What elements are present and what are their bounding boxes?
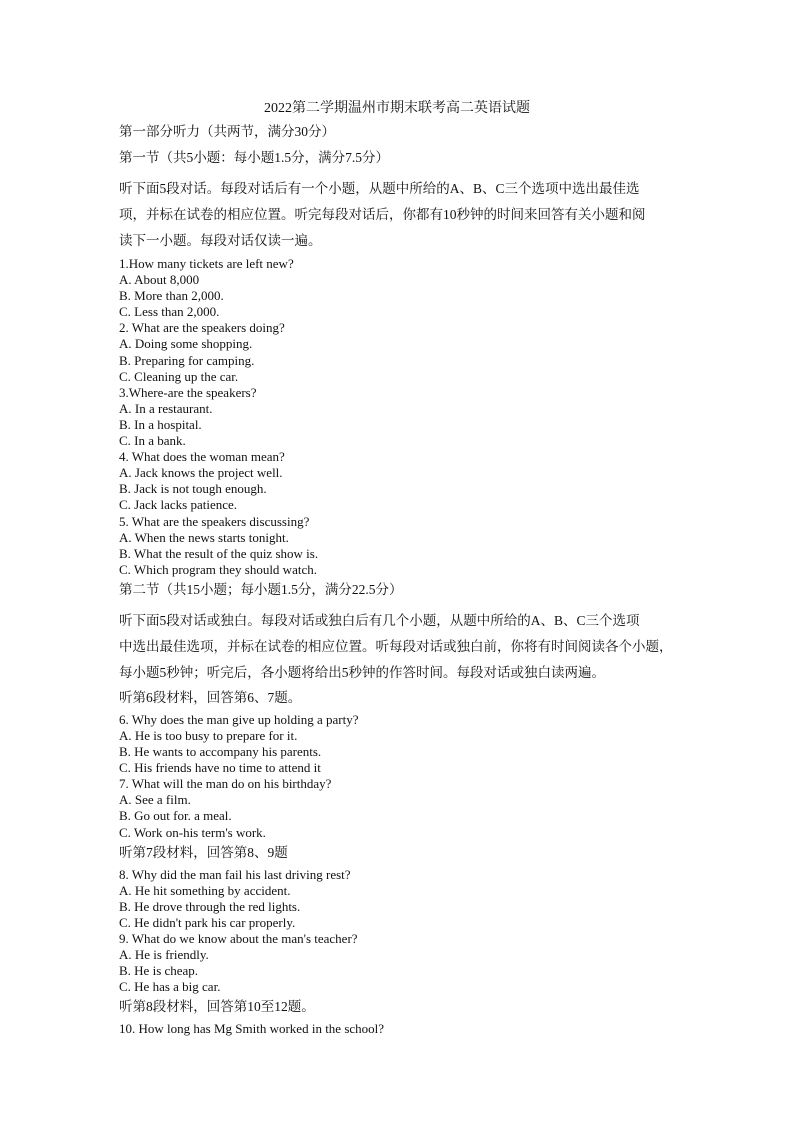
instruction-line: 听下面5段对话或独白。每段对话或独白后有几个小题，从题中所给的A、B、C三个选项 [119,612,640,628]
option-c: C. Jack lacks patience. [119,497,238,513]
instruction-line: 项，并标在试卷的相应位置。听完每段对话后，你都有10秒钟的时间来回答有关小题和阅 [119,207,646,222]
section2-instructions [119,608,679,686]
option-c: C. Less than 2,000. [119,304,220,320]
option-a: A. He is too busy to prepare for it. [119,727,298,743]
option-b: B. Jack is not tough enough. [119,481,267,497]
option-a: A. About 8,000 [119,272,200,288]
exam-content [119,124,679,1037]
option-a: A. See a film. [119,792,191,808]
option-b: B. Go out for. a meal. [119,808,232,824]
option-a: A. He is friendly. [119,947,209,963]
question-10: 10. How long has Mg Smith worked in the school? [119,1021,385,1037]
section1-questions [119,256,679,578]
instruction-line: 每小题5秒钟；听完后，各小题将给出5秒钟的作答时间。每段对话或独白读两遍。 [119,664,605,680]
instruction-line: 中选出最佳选项，并标在试卷的相应位置。听每段对话或独白前，你将有时间阅读各个小题， [119,638,673,654]
question-5: 5. What are the speakers discussing? [119,513,310,529]
option-b: B. In a hospital. [119,416,202,432]
option-c: C. Which program they should watch. [119,561,317,577]
option-c: C. He didn't park his car properly. [119,914,296,930]
section1-instructions [119,176,679,254]
option-b: B. Preparing for camping. [119,352,255,368]
option-b: B. He drove through the red lights. [119,898,301,914]
option-b: B. He is cheap. [119,963,199,979]
section2-heading: 第二节（共15小题；每小题1.5分，满分22.5分） [119,581,403,597]
question-7: 7. What will the man do on his birthday? [119,776,332,792]
option-c: C. Work on-his term's work. [119,824,266,840]
question-3: 3.Where-are the speakers? [119,384,257,400]
question-1: 1.How many tickets are left new? [119,256,294,271]
part1-heading: 第一部分听力（共两节，满分30分） [119,124,335,139]
option-b: B. He wants to accompany his parents. [119,744,322,760]
option-a: A. Jack knows the project well. [119,465,283,481]
instruction-line: 读下一小题。每段对话仅读一遍。 [119,233,322,248]
question-8: 8. Why did the man fail his last driving rest? [119,866,351,882]
instruction-line: 听下面5段对话。每段对话后有一个小题，从题中所给的A、B、C三个选项中选出最佳选 [119,181,640,196]
option-c: C. He has a big car. [119,979,221,995]
material-label: 听第8段材料，回答第10至12题。 [119,999,315,1015]
question-6: 6. Why does the man give up holding a party? [119,711,359,727]
question-4: 4. What does the woman mean? [119,449,285,465]
section1-heading: 第一节（共5小题：每小题1.5分，满分7.5分） [119,150,389,165]
option-c: C. In a bank. [119,433,186,449]
option-a: A. In a restaurant. [119,400,213,416]
exam-title: 2022第二学期温州市期末联考高二英语试题 [264,101,530,116]
option-a: A. When the news starts tonight. [119,529,289,545]
option-a: A. Doing some shopping. [119,336,253,352]
material-label: 听第7段材料，回答第8、9题 [119,844,288,860]
option-c: C. Cleaning up the car. [119,368,239,384]
question-2: 2. What are the speakers doing? [119,320,285,336]
option-b: B. More than 2,000. [119,288,224,304]
option-a: A. He hit something by accident. [119,882,291,898]
option-c: C. His friends have no time to attend it [119,760,321,776]
option-b: B. What the result of the quiz show is. [119,545,319,561]
question-9: 9. What do we know about the man's teacher? [119,931,358,946]
material-label: 听第6段材料，回答第6、7题。 [119,689,302,705]
